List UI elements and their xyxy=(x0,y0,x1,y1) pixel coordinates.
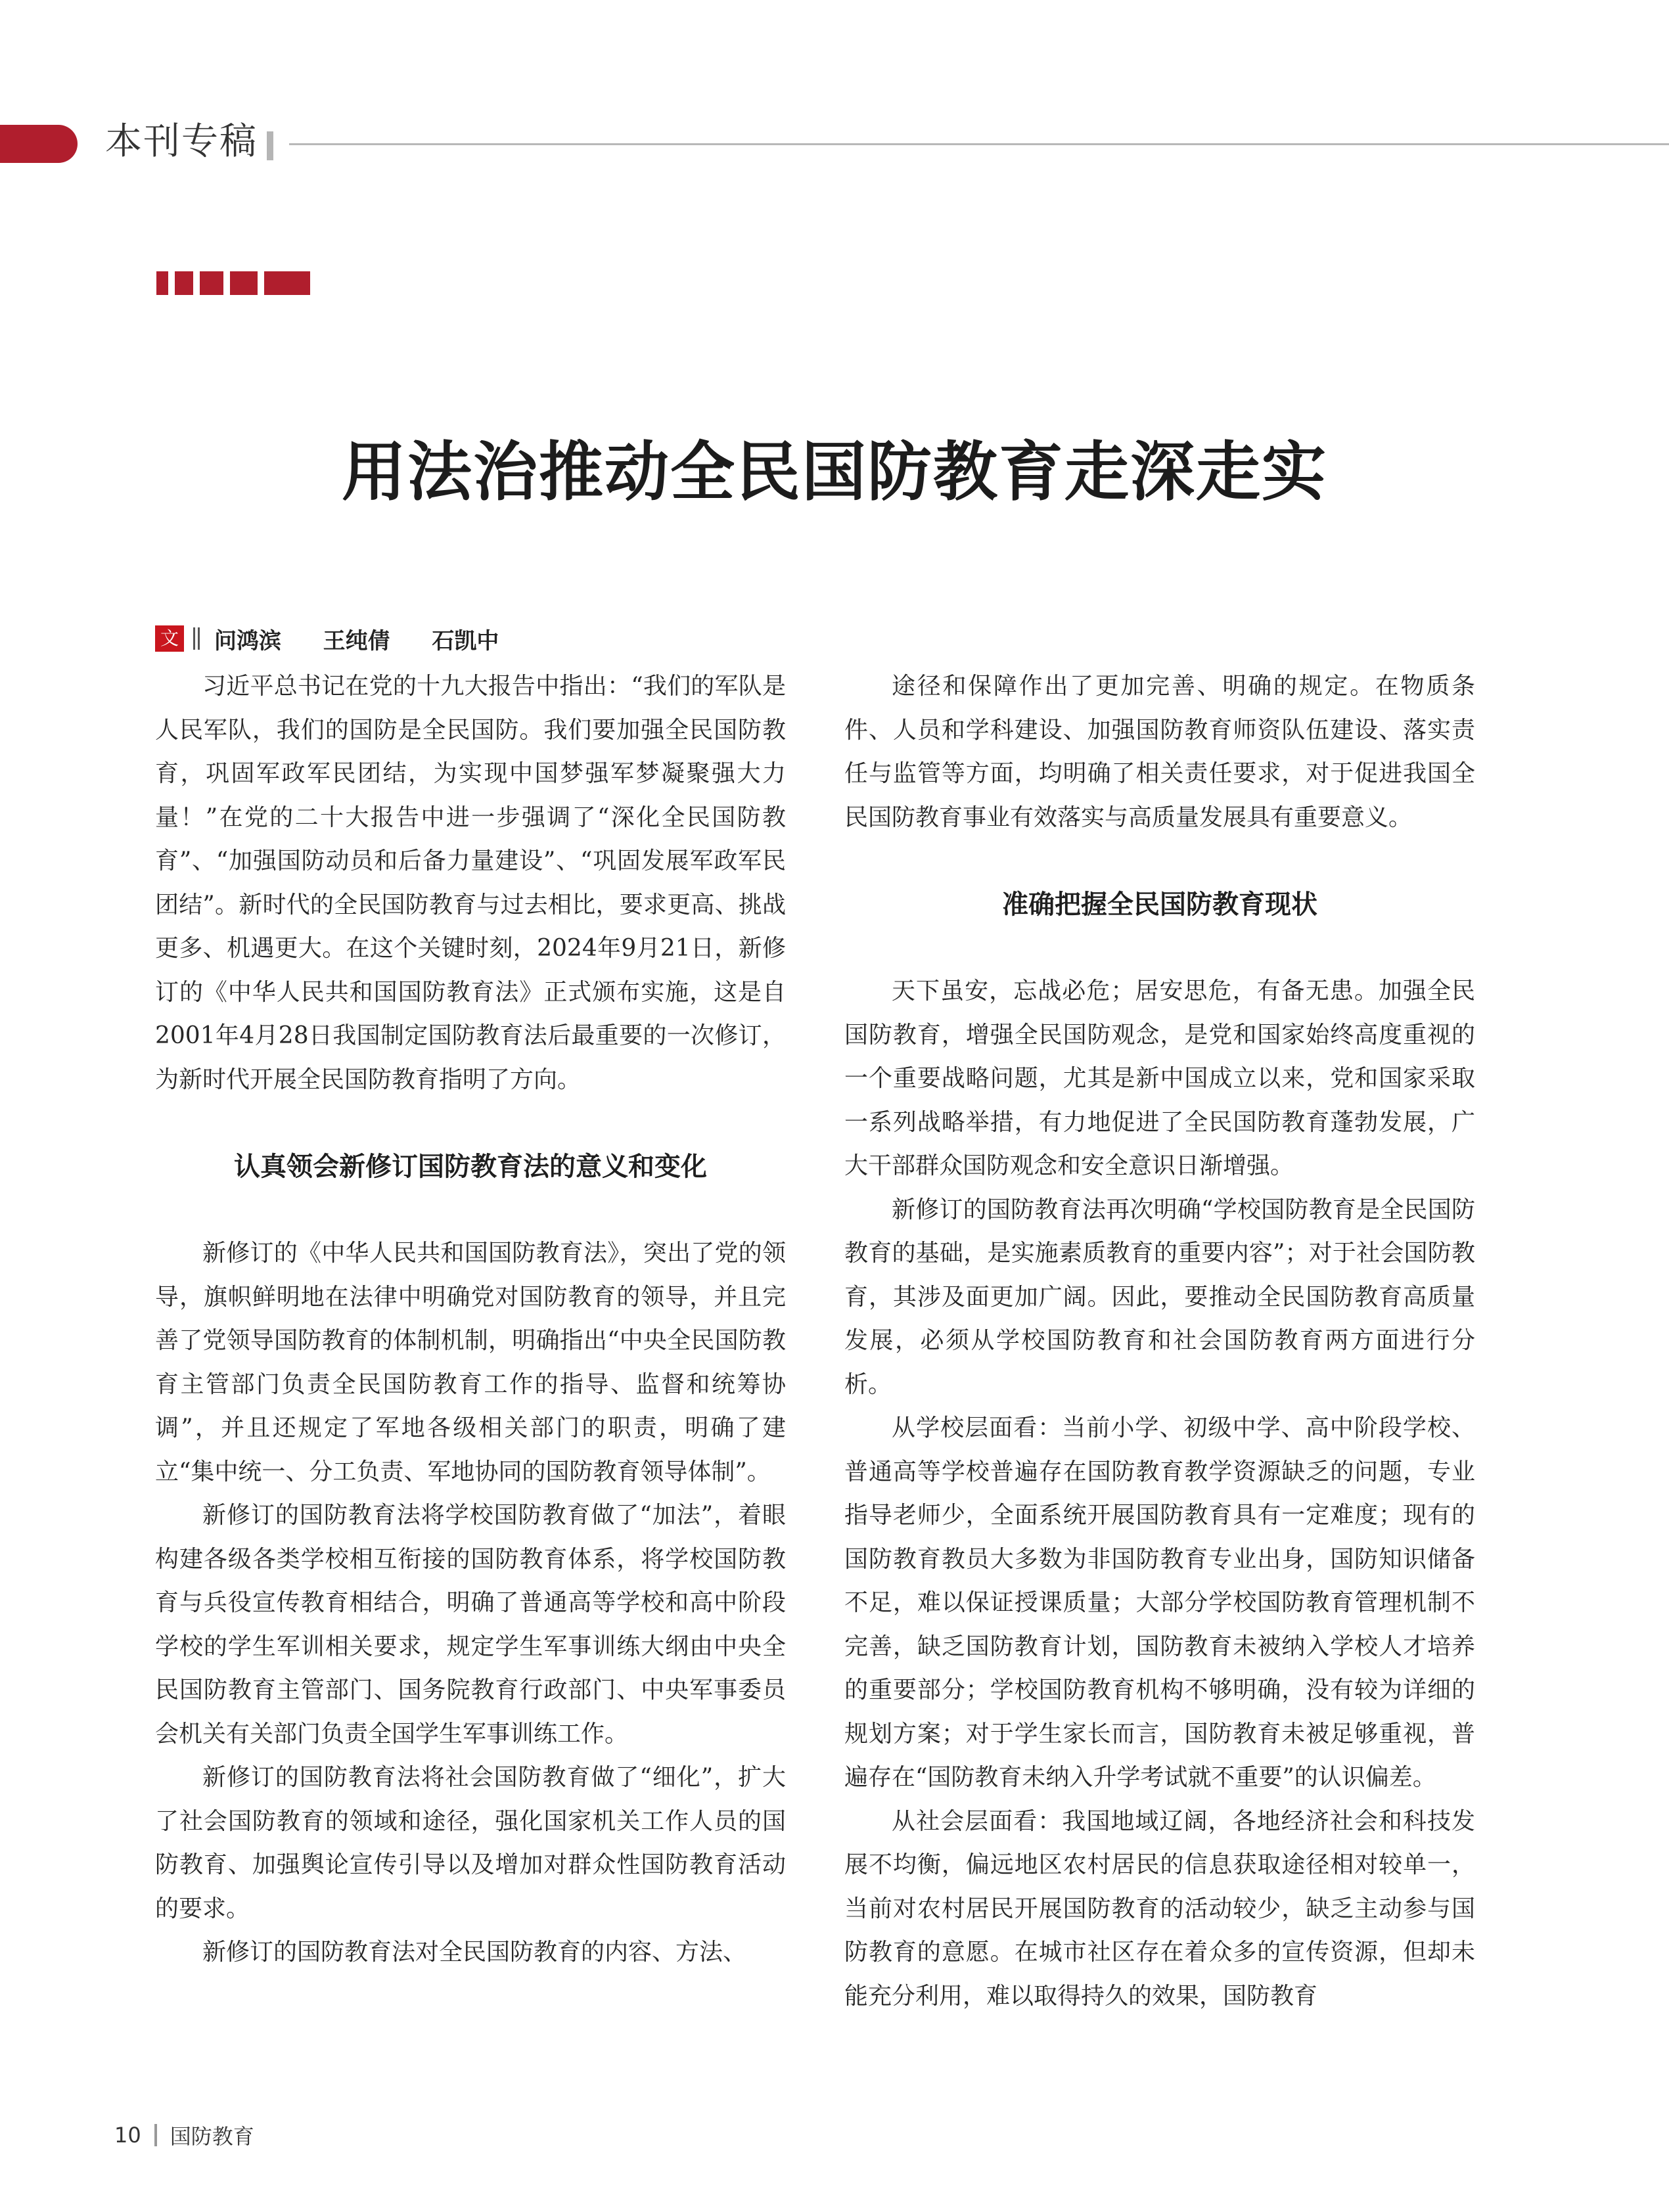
left-column xyxy=(155,665,786,1975)
paragraph: 从学校层面看：当前小学、初级中学、高中阶段学校、普通高等学校普遍存在国防教育教学资源缺乏的问题，专业指导老师少，全面系统开展国防教育具有一定难度；现有的国防教育教员大多数为非国防教育专业出身，国防知识储备不足，难以保证授课质量；大部分学校国防教育管理机制不完善，缺乏国防教育计划，国防教育未被纳入学校人才培养的重要部分；学校国防教育机构不够明确，没有较为详细的规划方案；对于学生家长而言，国防教育未被足够重视，普遍存在“国防教育未纳入升学考试就不重要”的认识偏差。 xyxy=(844,1414,1475,1791)
deco-block xyxy=(264,271,310,295)
author-badge: 文 xyxy=(155,625,184,652)
footer-separator xyxy=(154,2124,157,2146)
deco-block xyxy=(156,271,168,295)
section-title: 本刊专稿 xyxy=(105,120,258,163)
author-names: 问鸿滨 王纯倩 石凯中 xyxy=(214,627,499,654)
deco-block xyxy=(175,271,193,295)
paragraph: 天下虽安，忘战必危；居安思危，有备无患。加强全民国防教育，增强全民国防观念，是党和国家始终高度重视的一个重要战略问题，尤其是新中国成立以来，党和国家采取一系列战略举措，有力地促进了全民国防教育蓬勃发展，广大干部群众国防观念和安全意识日渐增强。 xyxy=(844,978,1475,1179)
deco-block xyxy=(200,271,223,295)
section-heading: 认真领会新修订国防教育法的意义和变化 xyxy=(234,1152,707,1182)
article-title: 用法治推动全民国防教育走深走实 xyxy=(341,435,1327,510)
paragraph: 新修订的国防教育法将社会国防教育做了“细化”，扩大了社会国防教育的领域和途径，强化国家机关工作人员的国防教育、加强舆论宣传引导以及增加对群众性国防教育活动的要求。 xyxy=(155,1764,786,1922)
right-column xyxy=(844,665,1475,2018)
deco-block xyxy=(230,271,258,295)
paragraph: 新修订的国防教育法将学校国防教育做了“加法”，着眼构建各级各类学校相互衔接的国防教育体系，将学校国防教育与兵役宣传教育相结合，明确了普通高等学校和高中阶段学校的学生军训相关要求，规定学生军事训练大纲由中央全民国防教育主管部门、国务院教育行政部门、中央军事委员会机关有关部门负责全国学生军事训练工作。 xyxy=(155,1502,786,1748)
header-rule xyxy=(289,143,1669,145)
paragraph: 从社会层面看：我国地域辽阔，各地经济社会和科技发展不均衡，偏远地区农村居民的信息获取途径相对较单一，当前对农村居民开展国防教育的活动较少，缺乏主动参与国防教育的意愿。在城市社区存在着众多的宣传资源，但却未能充分利用，难以取得持久的效果，国防教育 xyxy=(844,1807,1475,2010)
header-separator xyxy=(267,131,273,160)
page-number: 10 xyxy=(114,2123,141,2148)
paragraph: 新修订的国防教育法对全民国防教育的内容、方法、 xyxy=(202,1939,747,1966)
author-line xyxy=(155,624,499,653)
paragraph: 新修订的《中华人民共和国国防教育法》，突出了党的领导，旗帜鲜明地在法律中明确党对国防教育的领导，并且完善了党领导国防教育的体制机制，明确指出“中央全民国防教育主管部门负责全民国防教育工作的指导、监督和统筹协调”，并且还规定了军地各级相关部门的职责，明确了建立“集中统一、分工负责、军地协同的国防教育领导体制”。 xyxy=(155,1240,786,1485)
decorative-blocks xyxy=(156,271,310,295)
magazine-name: 国防教育 xyxy=(170,2124,254,2149)
paragraph: 新修订的国防教育法再次明确“学校国防教育是全民国防教育的基础，是实施素质教育的重要内容”；对于社会国防教育，其涉及面更加广阔。因此，要推动全民国防教育高质量发展，必须从学校国防教育和社会国防教育两方面进行分析。 xyxy=(844,1196,1475,1398)
page-footer xyxy=(114,2119,254,2152)
header-accent-bar xyxy=(0,125,78,163)
paragraph: 途径和保障作出了更加完善、明确的规定。在物质条件、人员和学科建设、加强国防教育师资队伍建设、落实责任与监管等方面，均明确了相关责任要求，对于促进我国全民国防教育事业有效落实与高质量发展具有重要意义。 xyxy=(844,673,1475,831)
author-separator xyxy=(193,627,200,650)
section-heading: 准确把握全民国防教育现状 xyxy=(1002,890,1317,920)
paragraph: 习近平总书记在党的十九大报告中指出：“我们的军队是人民军队，我们的国防是全民国防。我们要加强全民国防教育，巩固军政军民团结，为实现中国梦强军梦凝聚强大力量！”在党的二十大报告中进一步强调了“深化全民国防教育”、“加强国防动员和后备力量建设”、“巩固发展军政军民团结”。新时代的全民国防教育与过去相比，要求更高、挑战更多、机遇更大。在这个关键时刻，2024年9月21日，新修订的《中华人民共和国国防教育法》正式颁布实施，这是自2001年4月28日我国制定国防教育法后最重要的一次修订，为新时代开展全民国防教育指明了方向。 xyxy=(155,673,786,1093)
